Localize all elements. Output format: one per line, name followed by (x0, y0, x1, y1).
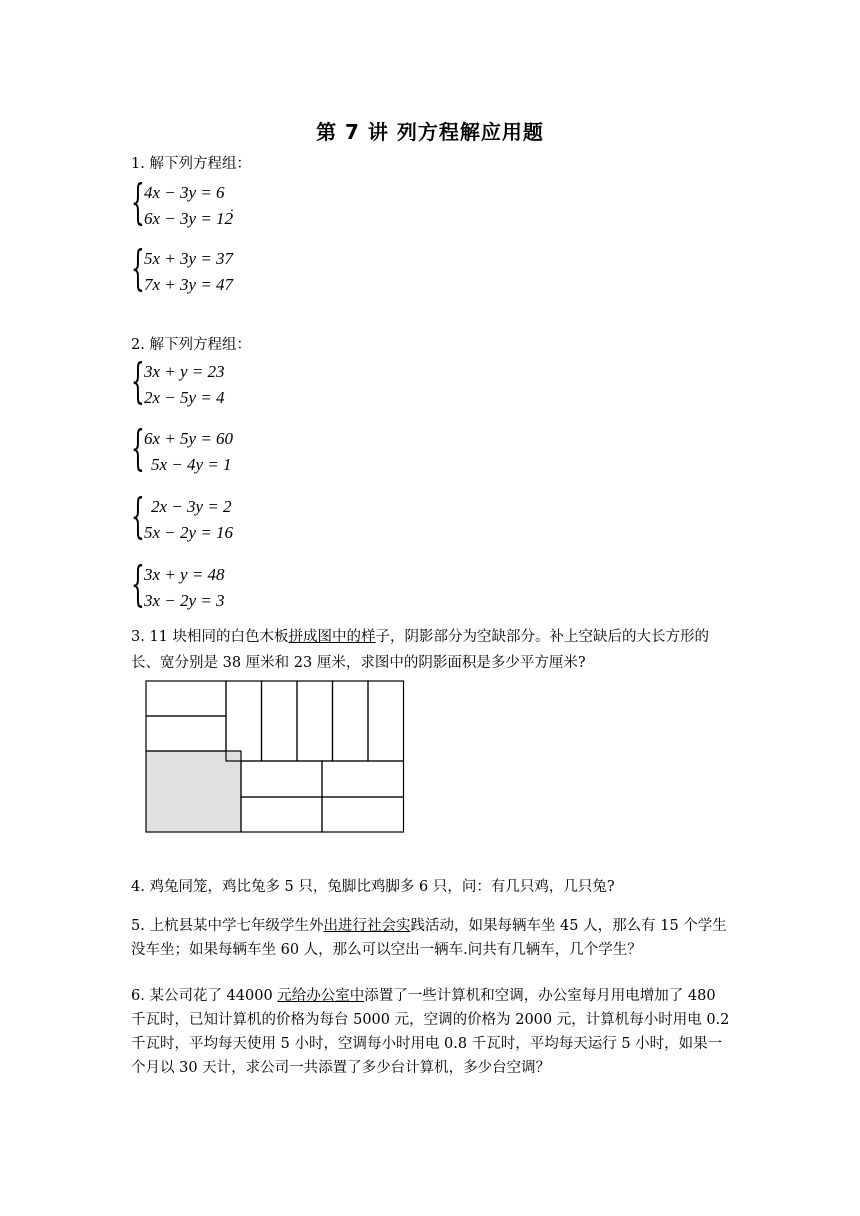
question-3-line1: 3. 11 块相同的白色木板拼成图中的样子，阴影部分为空缺部分。补上空缺后的大长方形的 (131, 629, 710, 645)
equation: 4x − 3y = 6 (144, 183, 225, 202)
equation: 5x − 2y = 16 (144, 523, 234, 542)
equation: 7x + 3y = 47 (144, 275, 234, 294)
equation: 5x + 3y = 37 (144, 249, 234, 268)
equation: 2x − 5y = 4 (144, 388, 225, 407)
brace: { (131, 488, 145, 544)
board-diagram (144, 679, 406, 834)
brace: { (131, 353, 145, 409)
question-6: 6. 某公司花了 44000 元给办公室中添置了一些计算机和空调，办公室每月用电增加了 480 千瓦时，已知计算机的价格为每台 5000 元，空调的价格为 2000 元，计算机每小时用电 0.2 千瓦时，平均每天使用 5 小时，空调每小时用电 0.8 千瓦时，平均每天运行 5 小时，如果一个月以 30 天计，求公司一共添置了多少台计算机，多少台空调？ (131, 988, 730, 1076)
question-1-prompt: 1. 解下列方程组： (131, 156, 251, 172)
board (241, 761, 322, 797)
board (333, 681, 369, 761)
board (146, 681, 226, 716)
equation: 5x − 4y = 1 (151, 455, 232, 474)
brace: { (131, 240, 145, 296)
equation: 2x − 3y = 2 (151, 497, 232, 516)
brace: { (131, 556, 145, 612)
equation: 3x − 2y = 3 (144, 591, 225, 610)
board (368, 681, 404, 761)
equation: 6x + 5y = 60 (144, 429, 234, 448)
board (297, 681, 333, 761)
brace: { (131, 420, 145, 476)
brace: { (131, 174, 145, 230)
question-5: 5. 上杭县某中学七年级学生外出进行社会实践活动，如果每辆车坐 45 人，那么有 15 个学生没车坐；如果每辆车坐 60 人，那么可以空出一辆车.问共有几辆车，几个学生？ (131, 918, 727, 958)
equation-suffix: ； (229, 206, 243, 221)
page-title: 第 7 讲 列方程解应用题 (316, 120, 544, 144)
question-2-prompt: 2. 解下列方程组： (131, 337, 251, 353)
board (322, 761, 404, 797)
board (322, 797, 404, 832)
board (262, 681, 298, 761)
board (226, 681, 262, 761)
equation: 6x − 3y = 12 (144, 209, 234, 228)
board (146, 716, 226, 751)
question-3-line2: 长、宽分别是 38 厘米和 23 厘米，求图中的阴影面积是多少平方厘米? (131, 655, 586, 671)
question-4: 4. 鸡兔同笼，鸡比兔多 5 只，兔脚比鸡脚多 6 只，问：有几只鸡，几只兔? (131, 879, 615, 895)
equation: 3x + y = 23 (144, 362, 225, 381)
equation: 3x + y = 48 (144, 565, 225, 584)
shaded-gap (146, 751, 241, 832)
board (241, 797, 322, 832)
